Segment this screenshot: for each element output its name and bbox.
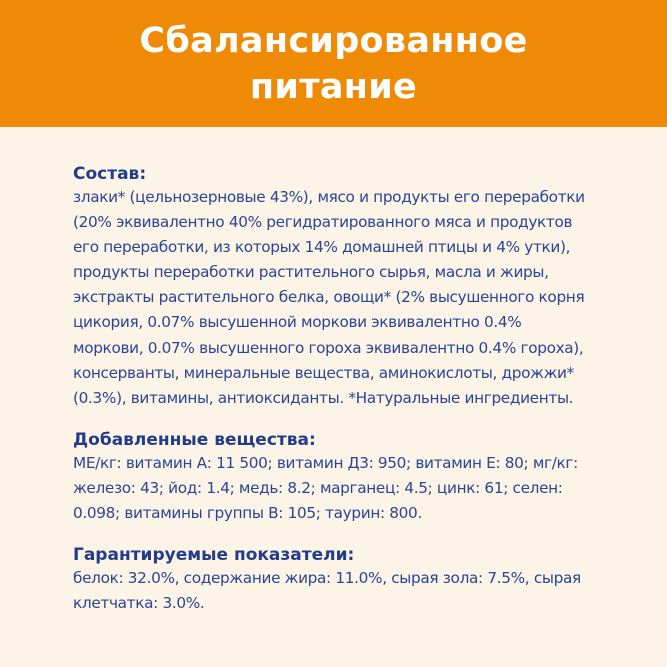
section-guaranteed-analysis: [73, 544, 633, 616]
text-line: белок: 32.0%, содержание жира: 11.0%, сырая зола: 7.5%, сырая: [73, 569, 581, 588]
header-banner: [0, 0, 667, 127]
section-title: Добавленные вещества:: [73, 429, 316, 450]
text-line: консерванты, минеральные вещества, аминокислоты, дрожжи*: [73, 363, 574, 382]
text-line: 0.098; витамины группы В: 105; таурин: 800.: [73, 504, 422, 523]
text-line: злаки* (цельнозерновые 43%), мясо и продукты его переработки: [73, 188, 585, 206]
content-body: [73, 163, 633, 634]
text-line: экстракты растительного белка, овощи* (2% высушенного корня: [73, 288, 585, 307]
section-composition: [73, 163, 633, 411]
section-additives: [73, 429, 633, 526]
page-title-line-1: Сбалансированное: [139, 20, 528, 61]
text-line: (0.3%), витамины, антиоксиданты. *Натуральные ингредиенты.: [73, 388, 574, 407]
text-line: клетчатка: 3.0%.: [73, 594, 205, 613]
text-line: железо: 43; йод: 1.4; медь: 8.2; марганец: 4.5; цинк: 61; селен:: [73, 478, 563, 497]
text-line: моркови, 0.07% высушенного гороха эквивалентно 0.4% гороха),: [73, 338, 584, 357]
text-line: его переработки, из которых 14% домашней птицы и 4% утки),: [73, 238, 571, 257]
section-title: Гарантируемые показатели:: [73, 545, 355, 566]
text-line: продукты переработки растительного сырья, масла и жиры,: [73, 263, 549, 282]
text-line: (20% эквивалентно 40% регидратированного мяса и продуктов: [73, 213, 573, 232]
section-title: Состав:: [73, 164, 147, 184]
page-title-line-2: питание: [249, 66, 418, 107]
text-line: МЕ/кг: витамин А: 11 500; витамин Д3: 950; витамин Е: 80; мг/кг:: [73, 453, 578, 472]
text-line: цикория, 0.07% высушенной моркови эквивалентно 0.4%: [73, 313, 522, 332]
